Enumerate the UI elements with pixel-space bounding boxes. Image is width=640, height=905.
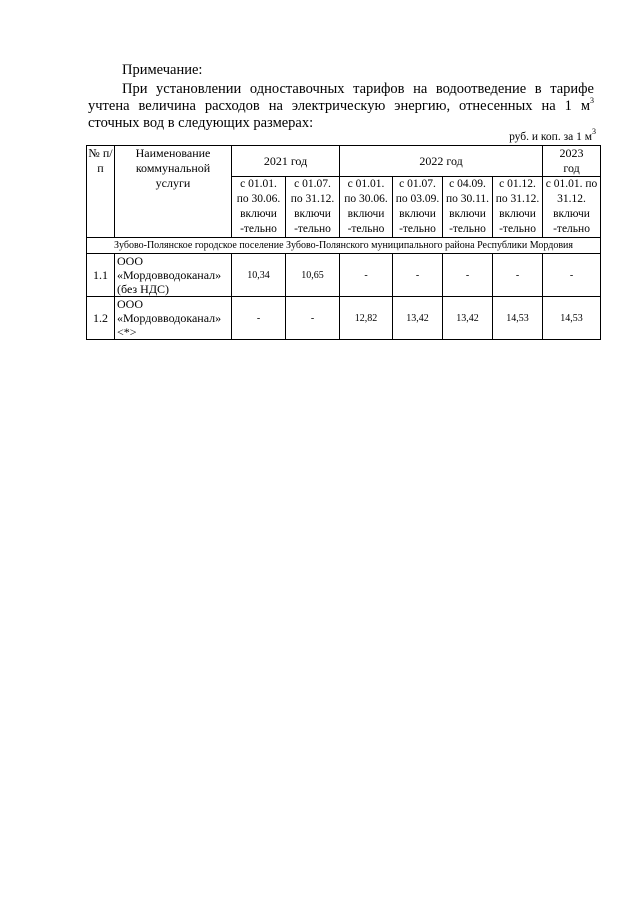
tariff-table bbox=[86, 145, 601, 340]
units-text: руб. и коп. за 1 м bbox=[509, 131, 592, 143]
value-cell: - bbox=[286, 297, 340, 340]
note-line-2-text: учтена величина расходов на электрическую энергию, отнесенных на 1 м bbox=[88, 98, 590, 114]
period-cell: с 01.01. по 30.06. включи -тельно bbox=[232, 177, 286, 238]
header-year-2021: 2021 год bbox=[232, 146, 340, 177]
value-cell: 13,42 bbox=[443, 297, 493, 340]
value-cell: - bbox=[393, 254, 443, 297]
row-num: 1.1 bbox=[87, 254, 115, 297]
period-cell: с 01.07. по 31.12. включи -тельно bbox=[286, 177, 340, 238]
value-cell: - bbox=[493, 254, 543, 297]
note-line-1: При установлении одноставочных тарифов на водоотведение в тарифе bbox=[122, 81, 594, 97]
row-name: ООО «Мордовводоканал» (без НДС) bbox=[115, 254, 232, 297]
period-cell: с 04.09. по 30.11. включи -тельно bbox=[443, 177, 493, 238]
units-superscript: 3 bbox=[592, 127, 596, 137]
note-paragraph bbox=[88, 81, 594, 132]
row-name: ООО «Мордовводоканал» <*> bbox=[115, 297, 232, 340]
section-row bbox=[87, 238, 601, 254]
note-line-3: сточных вод в следующих размерах: bbox=[88, 115, 314, 131]
header-name: Наименование коммунальной услуги bbox=[115, 146, 232, 238]
value-cell: 14,53 bbox=[493, 297, 543, 340]
value-cell: 13,42 bbox=[393, 297, 443, 340]
value-cell: 14,53 bbox=[543, 297, 601, 340]
note-line-2 bbox=[88, 98, 594, 115]
value-cell: 12,82 bbox=[340, 297, 393, 340]
table-row bbox=[87, 297, 601, 340]
value-cell: - bbox=[232, 297, 286, 340]
header-year-2023: 2023 год bbox=[543, 146, 601, 177]
row-num: 1.2 bbox=[87, 297, 115, 340]
value-cell: 10,34 bbox=[232, 254, 286, 297]
value-cell: - bbox=[443, 254, 493, 297]
header-num: № п/ п bbox=[87, 146, 115, 238]
section-title: Зубово-Полянское городское поселение Зубово-Полянского муниципального района Республики Мордовия bbox=[87, 238, 601, 254]
header-row-years bbox=[87, 146, 601, 177]
header-year-2022: 2022 год bbox=[340, 146, 543, 177]
period-cell: с 01.01. по 30.06. включи -тельно bbox=[340, 177, 393, 238]
note-line-2-superscript: 3 bbox=[590, 96, 594, 106]
table-row bbox=[87, 254, 601, 297]
value-cell: 10,65 bbox=[286, 254, 340, 297]
units-label bbox=[509, 127, 596, 143]
period-cell: с 01.12. по 31.12. включи -тельно bbox=[493, 177, 543, 238]
note-title: Примечание: bbox=[122, 62, 203, 78]
period-cell: с 01.07. по 03.09. включи -тельно bbox=[393, 177, 443, 238]
value-cell: - bbox=[543, 254, 601, 297]
value-cell: - bbox=[340, 254, 393, 297]
period-cell: с 01.01. по 31.12. включи -тельно bbox=[543, 177, 601, 238]
